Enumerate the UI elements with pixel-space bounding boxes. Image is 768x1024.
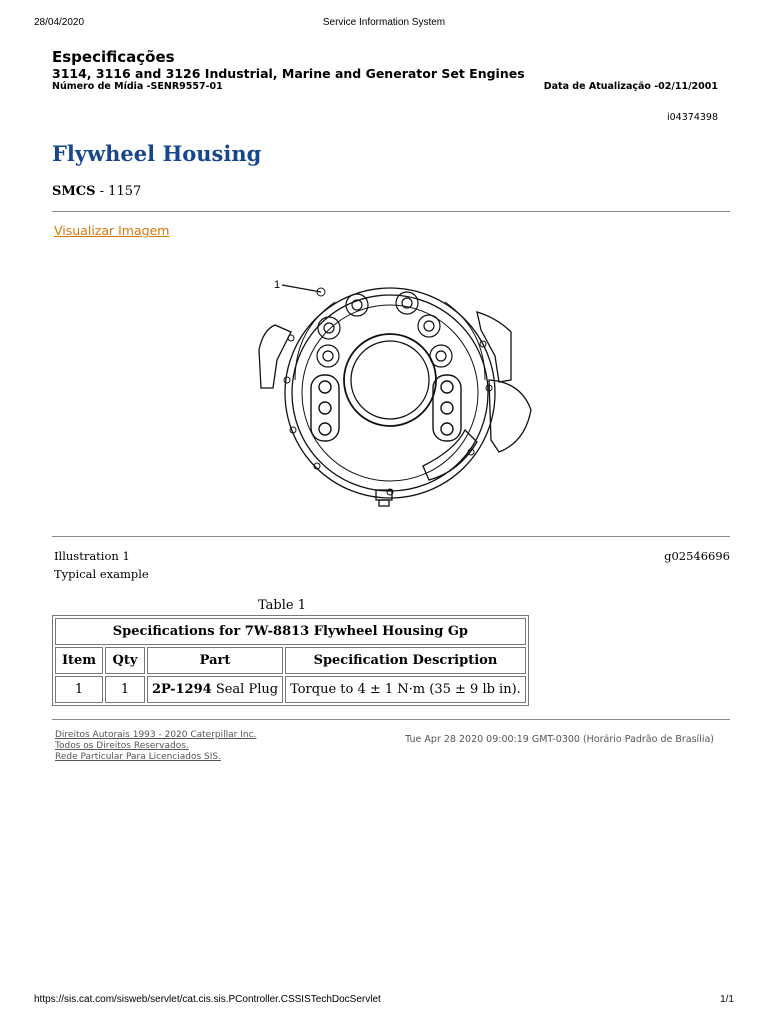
cell-part (147, 676, 283, 703)
column-header: Item (55, 647, 103, 674)
illustration-label: Illustration 1 (54, 549, 130, 563)
document-header (52, 48, 730, 123)
column-header: Part (147, 647, 283, 674)
smcs-label: SMCS (52, 184, 96, 199)
part-name: Seal Plug (211, 682, 279, 697)
column-header: Qty (105, 647, 145, 674)
flywheel-housing-illustration (245, 270, 535, 510)
timestamp: Tue Apr 28 2020 09:00:19 GMT-0300 (Horário Padrão de Brasília) (405, 734, 714, 745)
cell-qty: 1 (105, 676, 145, 703)
media-number: Número de Mídia -SENR9557-01 (52, 81, 223, 92)
print-url: https://sis.cat.com/sisweb/servlet/cat.cis.sis.PController.CSSISTechDocServlet (34, 994, 381, 1005)
rights-link[interactable]: Todos os Direitos Reservados. (55, 741, 189, 751)
doc-engines: 3114, 3116 and 3126 Industrial, Marine and Generator Set Engines (52, 66, 525, 81)
illustration-note: Typical example (54, 567, 149, 581)
smcs-value: - 1157 (95, 184, 142, 199)
graphic-id: g02546696 (664, 549, 730, 563)
page-number: 1/1 (720, 994, 734, 1005)
print-header (34, 17, 734, 31)
page-title: Flywheel Housing (52, 141, 262, 166)
network-link[interactable]: Rede Particular Para Licenciados SIS. (55, 752, 221, 762)
print-site-title: Service Information System (322, 17, 446, 28)
part-number: 2P-1294 (152, 682, 212, 697)
table-title: Specifications for 7W-8813 Flywheel Housing Gp (55, 618, 526, 645)
copyright-link[interactable]: Direitos Autorais 1993 - 2020 Caterpillar Inc. (55, 730, 257, 740)
table-row (55, 676, 526, 703)
divider (52, 536, 730, 537)
print-date: 28/04/2020 (34, 17, 85, 28)
smcs-code (52, 184, 141, 199)
table-caption: Table 1 (258, 598, 306, 613)
update-date: Data de Atualização -02/11/2001 (543, 81, 718, 92)
divider (52, 719, 730, 720)
column-header: Specification Description (285, 647, 526, 674)
doc-meta-row (52, 81, 730, 95)
cell-spec: Torque to 4 ± 1 N·m (35 ± 9 lb in). (285, 676, 526, 703)
spec-table (52, 615, 529, 706)
divider (52, 211, 730, 212)
copyright-block (55, 730, 256, 763)
cell-item: 1 (55, 676, 103, 703)
view-image-link[interactable]: Visualizar Imagem (54, 223, 170, 238)
print-footer (34, 994, 734, 1008)
doc-id: i04374398 (667, 112, 718, 123)
callout-number: 1 (274, 279, 281, 291)
doc-heading: Especificações (52, 48, 175, 66)
